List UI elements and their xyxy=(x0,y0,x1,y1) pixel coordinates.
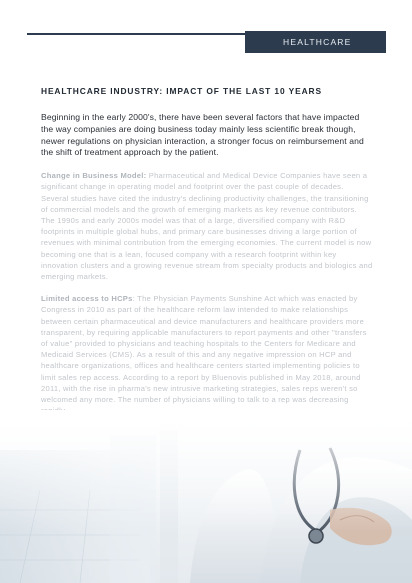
article-heading: HEALTHCARE INDUSTRY: IMPACT OF THE LAST 10 YEARS xyxy=(41,86,322,96)
article-intro: Beginning in the early 2000's, there have been several factors that have impacted the way companies are doing business today mainly less scientific break though, newer regulations on physician interaction, a stronger focus on reimbursement and the shift of treatment approach by the patient. xyxy=(41,112,364,158)
photo-fade-overlay xyxy=(0,410,412,583)
section-title: Limited access to HCPs xyxy=(41,294,133,304)
section-tab-label: HEALTHCARE xyxy=(283,37,352,47)
article xyxy=(41,86,373,427)
section-business-model xyxy=(41,170,373,282)
section-hcp-access xyxy=(41,293,373,416)
section-tab xyxy=(245,31,386,53)
section-body: : The Physician Payments Sunshine Act which was enacted by Congress in 2010 as part of the healthcare reform law intended to make relationships between certain pharmaceutical and device manufacturers and healthcare providers more transparent, by requiring applicable manufacturers to report payments and other "transfers of value" provided to physicians and teaching hospitals to the Centers for Medicare and Medicaid Services (CMS). As a result of this and any negative impression on HCP and healthcare organizations, offices and healthcare centers started implementing policies to limit sales rep access. According to a report by Bluenovis published in May 2018, around 2011, with the rise in pharma's new intrusive marketing strategies, sales reps weren't so welcomed any more. The number of physicians willing to talk to a rep was decreasing xyxy=(41,294,367,405)
section-body: Pharmaceutical and Medical Device Companies have seen a significant change in operating model and footprint over the past couple of decades. Several studies have cited the industry's declining productivity challenges, the transitioning of commercial models and the growth of emerging markets as key revenue contributors. The 1990s and early 2000s model was that of a large, diversified company with R&D footprints in multiple global hubs, and primary care businesses driving a large portion of revenues with minimal contribution from the emerging economies. The current model is now becoming one that is a lean, focused company with a research footprint within key innovation clusters and a growing revenue stream from specialty products and biologics and emerging markets. xyxy=(41,171,373,282)
section-title: Change in Business Model: xyxy=(41,171,147,181)
healthcare-photo xyxy=(0,410,412,583)
header-rule xyxy=(27,33,247,35)
